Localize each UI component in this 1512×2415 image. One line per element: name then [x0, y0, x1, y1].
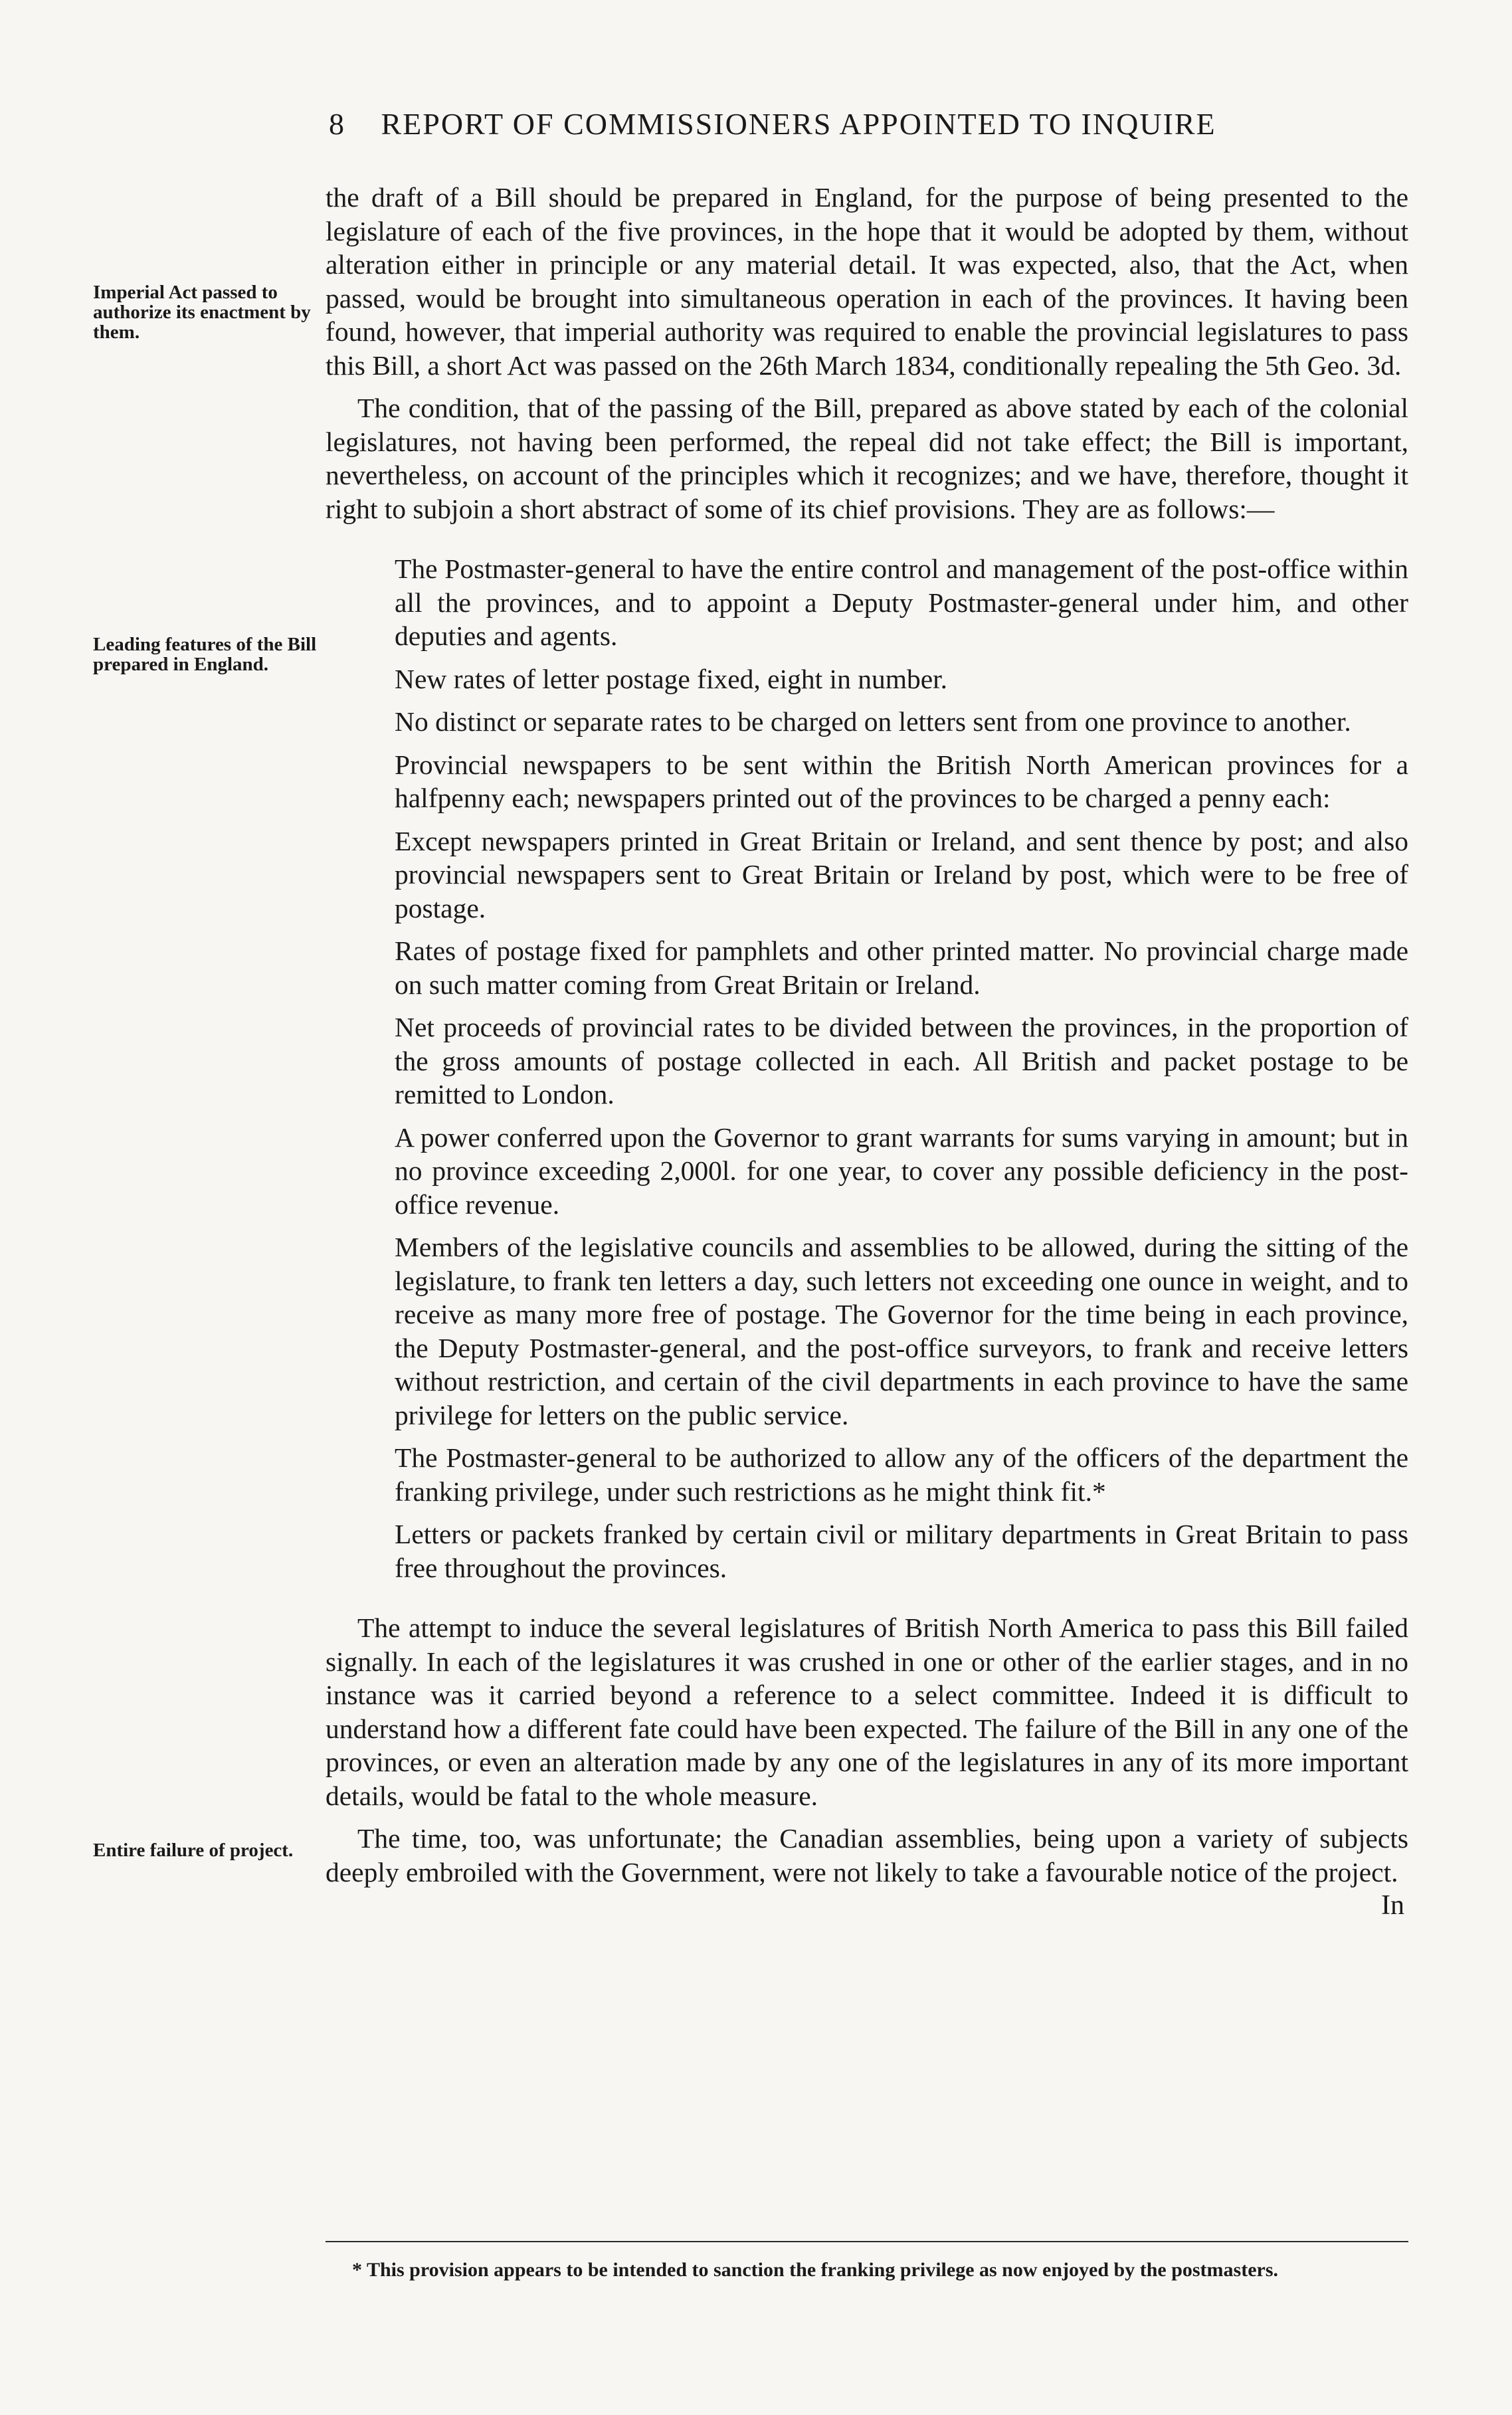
paragraph: The time, too, was unfortunate; the Canadian assemblies, being upon a variety of subjects deeply embroiled with the Government, were not likely to take a favourable notice of the project. — [326, 1823, 1408, 1887]
margin-note-imperial-act: Imperial Act passed to authorize its enactment by them. — [93, 282, 311, 343]
paragraph: The Postmaster-general to have the entire control and management of the post-office within all the provinces, and to appoint a Deputy Postmaster-general under him, and other deputies and agents. — [395, 553, 1408, 651]
footnote — [352, 2259, 1415, 2281]
paragraph: New rates of letter postage fixed, eight in number. — [395, 663, 948, 694]
paragraph: A power conferred upon the Governor to grant warrants for sums varying in amount; but in no province exceeding 2,000l. for one year, to cover any possible deficiency in the post-office revenue. — [395, 1121, 1408, 1220]
margin-note-entire-failure: Entire failure of project. — [93, 1840, 294, 1861]
page-number: 8 — [329, 107, 345, 141]
footnote-text: * This provision appears to be intended to sanction the franking privilege as now enjoyed by the postmasters. — [352, 2259, 1279, 2281]
paragraph: Rates of postage fixed for pamphlets and other printed matter. No provincial charge made on such matter coming from Great Britain or Ireland. — [395, 935, 1408, 1000]
paragraph: Provincial newspapers to be sent within the British North American provinces for a halfpenny each; newspapers printed out of the provinces to be charged a penny each: — [395, 749, 1408, 813]
footnote-divider — [326, 2241, 1408, 2242]
paragraph: Members of the legislative councils and assemblies to be allowed, during the sitting of the legislature, to frank ten letters a day, such letters not exceeding one ounce in weight, and to receive as many more free of postage. The Governor for the time being in each province, the Deputy Postmaster-general, and the post-office surveyors, to frank and receive letters without restriction, and certain of the civil departments in each province to have the same privilege for letters on the public service. — [395, 1232, 1408, 1430]
margin-note-leading-features: Leading features of the Bill prepared in England. — [93, 634, 317, 675]
paragraph: The attempt to induce the several legislatures of British North America to pass this Bill failed signally. In each of the legislatures it was crushed in one or other of the earlier stages, and in no instance was it carried beyond a reference to a select committee. Indeed it is difficult to understand how a different fate could have been expected. The failure of the Bill in any one of the provinces, or even an alteration made by any one of the legislatures in any of its more important details, would be fatal to the whole measure. — [326, 1612, 1408, 1811]
paragraph: the draft of a Bill should be prepared in England, for the purpose of being presented to the legislature of each of the five provinces, in the hope that it would be adopted by them, without alteration either in principle or any material detail. It was expected, also, that the Act, when passed, would be brought into simultaneous operation in each of the provinces. It having been found, however, that imperial authority was required to enable the provincial legislatures to pass this Bill, a short Act was passed on the 26th March 1834, conditionally repealing the 5th Geo. 3d. — [326, 182, 1408, 381]
header-title: REPORT OF COMMISSIONERS APPOINTED TO INQUIRE — [381, 107, 1216, 141]
paragraph: The condition, that of the passing of the Bill, prepared as above stated by each of the colonial legislatures, not having been performed, the repeal did not take effect; the Bill is important, nevertheless, on account of the principles which it recognizes; and we have, therefore, thought it right to subjoin a short abstract of some of its chief provisions. They are as follows:— — [326, 393, 1408, 524]
paragraph: Except newspapers printed in Great Britain or Ireland, and sent thence by post; and also provincial newspapers sent to Great Britain or Ireland by post, which were to be free of postage. — [395, 825, 1408, 923]
paragraph: No distinct or separate rates to be charged on letters sent from one province to another. — [395, 706, 1351, 737]
catchword: In — [1381, 1890, 1404, 1921]
paragraph: The Postmaster-general to be authorized to allow any of the officers of the department the franking privilege, under such restrictions as he might think fit.* — [395, 1442, 1408, 1507]
paragraph: Net proceeds of provincial rates to be divided between the provinces, in the proportion of the gross amounts of postage collected in each. All British and packet postage to be remitted to London. — [395, 1012, 1408, 1110]
paragraph: Letters or packets franked by certain civil or military departments in Great Britain to pass free throughout the provinces. — [395, 1519, 1408, 1583]
running-header — [329, 106, 1345, 142]
body-text — [326, 181, 1408, 1923]
